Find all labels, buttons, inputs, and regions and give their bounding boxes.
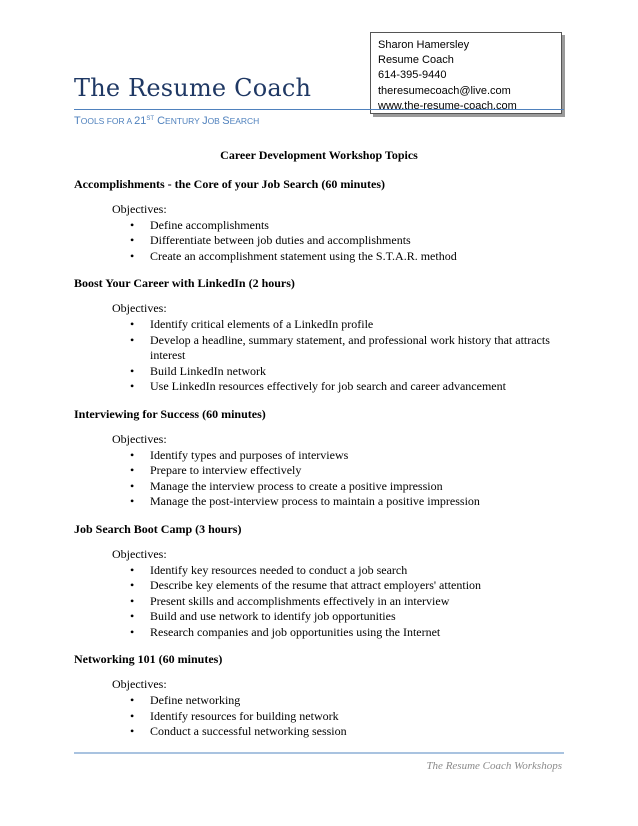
workshop-section [74, 276, 564, 395]
list-item: • Identify key resources needed to conduct a job search [112, 563, 564, 579]
contact-box [370, 32, 562, 114]
contact-role: Resume Coach [378, 54, 454, 67]
workshop-section [74, 522, 564, 641]
objectives-label: Objectives: [112, 431, 167, 446]
objectives-label: Objectives: [112, 202, 167, 216]
list-item: • Describe key elements of the resume that attract employers' attention [112, 578, 564, 594]
list-item: • Build LinkedIn network [112, 364, 564, 380]
objectives-label: Objectives: [112, 546, 167, 561]
contact-phone: 614-395-9440 [378, 69, 447, 82]
list-item: • Use LinkedIn resources effectively for job search and career advancement [112, 379, 564, 395]
list-item: • Develop a headline, summary statement, and professional work history that attracts interest [112, 333, 564, 364]
list-item: • Define networking [112, 693, 564, 709]
workshop-list [74, 177, 564, 752]
list-item: • Manage the interview process to create a positive impression [112, 479, 564, 495]
list-item: • Manage the post-interview process to maintain a positive impression [112, 494, 564, 510]
list-item: • Present skills and accomplishments effectively in an interview [112, 594, 564, 610]
footer-divider [74, 752, 564, 754]
objectives-list [112, 448, 564, 510]
page-subtitle: TOOLS FOR A 21ST CENTURY JOB SEARCH [74, 115, 260, 127]
list-item: • Identify resources for building network [112, 709, 564, 725]
list-item: • Define accomplishments [112, 218, 564, 234]
objectives-list [112, 218, 564, 265]
objectives-label: Objectives: [112, 301, 167, 316]
section-title: Boost Your Career with LinkedIn (2 hours) [74, 276, 295, 291]
list-item: • Research companies and job opportunities using the Internet [112, 625, 564, 641]
list-item: • Prepare to interview effectively [112, 463, 564, 479]
list-item: • Identify types and purposes of interviews [112, 448, 564, 464]
list-item: • Differentiate between job duties and accomplishments [112, 233, 564, 249]
workshop-section [74, 652, 564, 739]
title-divider [74, 109, 564, 110]
section-title: Job Search Boot Camp (3 hours) [74, 521, 242, 536]
list-item: • Create an accomplishment statement using the S.T.A.R. method [112, 249, 564, 265]
objectives-list [112, 563, 564, 641]
workshop-section [74, 407, 564, 510]
workshop-section [74, 177, 564, 264]
document-heading: Career Development Workshop Topics [220, 148, 418, 162]
objectives-list [112, 317, 564, 395]
list-item: • Conduct a successful networking session [112, 724, 564, 740]
objectives-label: Objectives: [112, 677, 167, 692]
contact-website[interactable]: www.the-resume-coach.com [378, 99, 517, 112]
objectives-list [112, 693, 564, 740]
contact-email[interactable]: theresumecoach@live.com [378, 84, 511, 97]
section-title: Networking 101 (60 minutes) [74, 652, 223, 667]
section-title: Accomplishments - the Core of your Job Search (60 minutes) [74, 177, 385, 191]
list-item: • Build and use network to identify job opportunities [112, 609, 564, 625]
list-item: • Identify critical elements of a LinkedIn profile [112, 317, 564, 333]
contact-name: Sharon Hamersley [378, 39, 470, 51]
page-title: The Resume Coach [74, 74, 312, 102]
page-footer: The Resume Coach Workshops [426, 760, 562, 772]
section-title: Interviewing for Success (60 minutes) [74, 406, 266, 421]
